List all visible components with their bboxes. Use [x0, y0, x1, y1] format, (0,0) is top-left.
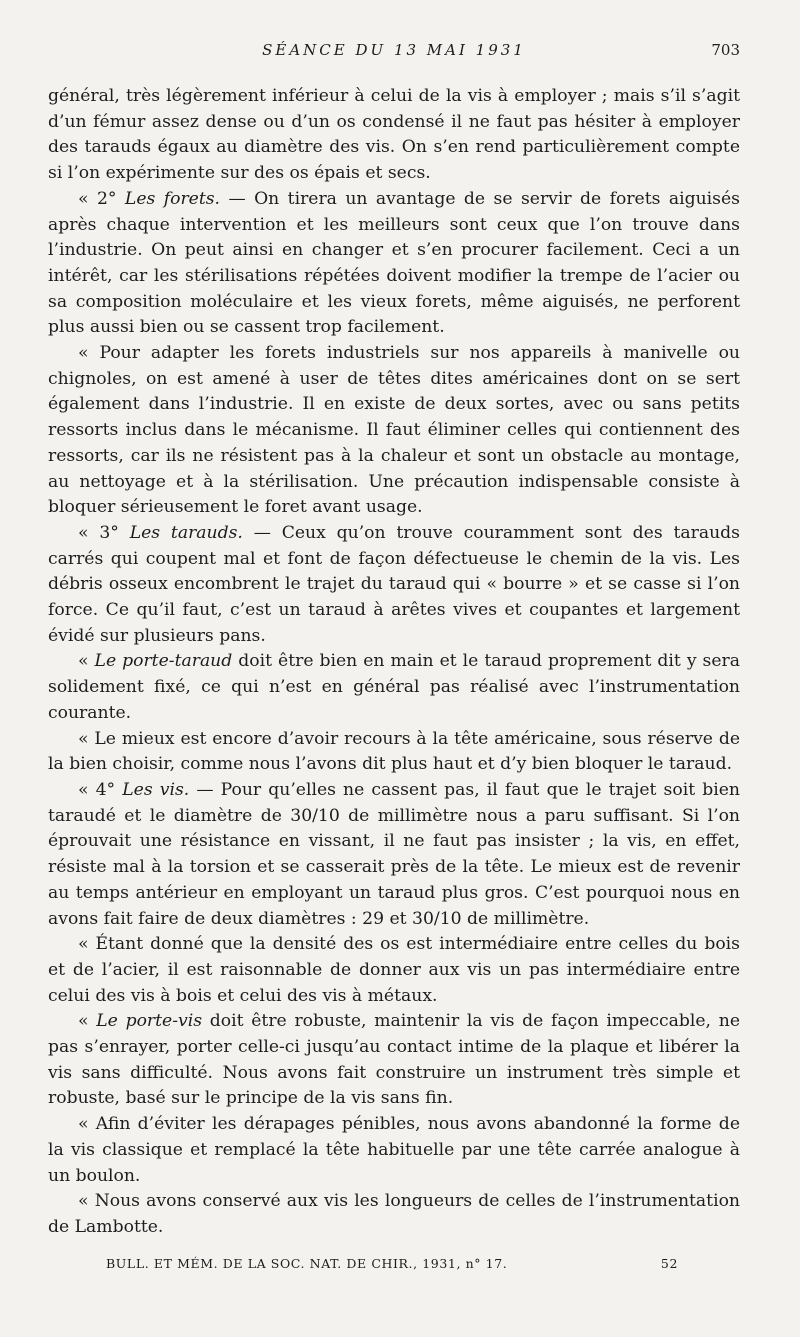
- term-porte-taraud: Le porte-taraud: [94, 651, 233, 672]
- paragraph-text: doit être bien en main et le taraud proprement dit y sera solidement fixé, ce qui n’est en général pas réalisé avec l’instrumentation courante.: [48, 651, 740, 723]
- quote-mark: «: [78, 1011, 97, 1032]
- section-number: « 3°: [78, 522, 130, 543]
- paragraph-tete-americaine: « Le mieux est encore d’avoir recours à la tête américaine, sous réserve de la bien choisir, comme nous l’avons dit plus haut et d’y bien bloquer le taraud.: [48, 728, 740, 775]
- section-number: « 4°: [78, 779, 123, 800]
- paragraph-forets: [48, 187, 740, 341]
- term-porte-vis: Le porte-vis: [96, 1011, 203, 1032]
- running-title: SÉANCE DU 13 MAI 1931: [262, 41, 526, 59]
- quote-mark: «: [78, 651, 95, 672]
- page-footer: [106, 1252, 678, 1276]
- paragraph-text: — Ceux qu’on trouve couramment sont des tarauds carrés qui coupent mal et font de façon défectueuse le chemin de la vis. Les débris osseux encombrent le trajet du taraud qui « bourre » et se casse si l’on force. Ce qu’il faut, c’est un taraud à arêtes vives et coupantes et largement évidé sur plusieurs pans.: [48, 522, 740, 646]
- page-number: 703: [711, 41, 740, 59]
- section-heading-forets: Les forets.: [124, 188, 221, 209]
- signature-number: 52: [660, 1256, 678, 1271]
- paragraph-porte-taraud: [48, 649, 740, 726]
- running-head: [48, 38, 740, 62]
- paragraph-tetes-americaines: « Pour adapter les forets industriels sur nos appareils à manivelle ou chignoles, on est amené à user de têtes dites américaines dont on se sert également dans l’industrie. Il en existe de deux sortes, avec ou sans petits ressorts inclus dans le mécanisme. Il faut éliminer celles qui contiennent des ressorts, car ils ne résistent pas à la chaleur et sont un obstacle au montage, au nettoyage et à la stérilisation. Une précaution indispensable consiste à bloquer sérieusement le foret avant usage.: [48, 343, 740, 518]
- paragraph-longueurs: « Nous avons conservé aux vis les longueurs de celles de l’instrumentation de Lambotte.: [48, 1191, 740, 1237]
- body-text: [48, 84, 740, 1241]
- paragraph-text: — On tirera un avantage de se servir de forets aiguisés après chaque intervention et les meilleurs sont ceux que l’on trouve dans l’industrie. On peut ainsi en changer et s’en procurer facilement. Ceci a un intérêt, car les stérilisations répétées doivent modifier la trempe de l’acier ou sa composition moléculaire et les vieux forets, même aiguisés, ne perforent plus aussi bien ou se cassent trop facilement.: [48, 188, 740, 338]
- journal-citation: BULL. ET MÉM. DE LA SOC. NAT. DE CHIR., 1931, n° 17.: [106, 1256, 508, 1271]
- paragraph-derapages: « Afin d’éviter les dérapages pénibles, nous avons abandonné la forme de la vis classique et remplacé la tête habituelle par une tête carrée analogue à un boulon.: [48, 1114, 740, 1186]
- paragraph-porte-vis: [48, 1009, 740, 1112]
- paragraph-text: doit être robuste, maintenir la vis de façon impeccable, ne pas s’enrayer, porter celle-ci jusqu’au contact intime de la plaque et libérer la vis sans difficulté. Nous avons fait construire un instrument très simple et robuste, basé sur le principe de la vis sans fin.: [48, 1011, 740, 1109]
- paragraph-text: — Pour qu’elles ne cassent pas, il faut que le trajet soit bien taraudé et le diamètre de 30/10 de millimètre nous a paru suffisant. Si l’on éprouvait une résistance en vissant, il ne faut pas insister ; la vis, en effet, résiste mal à la torsion et se casserait près de la tête. Le mieux est de revenir au temps antérieur en employant un taraud plus gros. C’est pourquoi nous en avons fait faire de deux diamètres : 29 et 30/10 de millimètre.: [48, 779, 740, 929]
- paragraph-tarauds: [48, 521, 740, 650]
- section-number: « 2°: [78, 188, 125, 209]
- section-heading-tarauds: Les tarauds.: [129, 522, 243, 543]
- paragraph-vis: [48, 778, 740, 932]
- paragraph-densite: « Étant donné que la densité des os est intermédiaire entre celles du bois et de l’acier, il est raisonnable de donner aux vis un pas intermédiaire entre celui des vis à bois et celui des vis à métaux.: [48, 934, 740, 1006]
- section-heading-vis: Les vis.: [122, 779, 190, 800]
- paragraph-continuation: général, très légèrement inférieur à celui de la vis à employer ; mais s’il s’agit d’un fémur assez dense ou d’un os condensé il ne faut pas hésiter à employer des tarauds égaux au diamètre des vis. On s’en rend particulièrement compte si l’on expérimente sur des os épais et secs.: [48, 86, 740, 184]
